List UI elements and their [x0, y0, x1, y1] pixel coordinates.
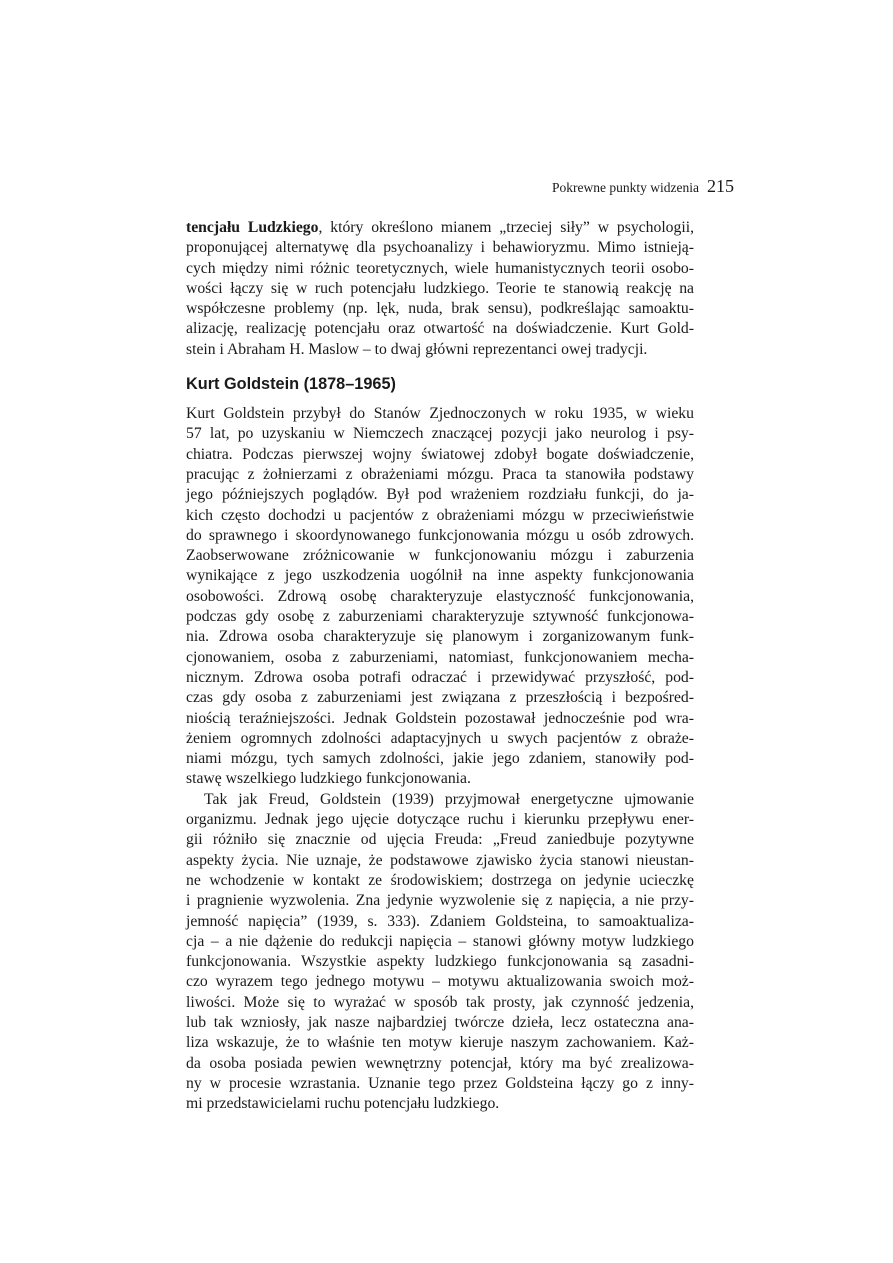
text-line: współczesne problemy (np. lęk, nuda, brak sensu), podkreślając samoaktu-: [186, 300, 694, 318]
text-line: Zaobserwowane zróżnicowanie w funkcjonowaniu mózgu i zaburzenia: [186, 547, 694, 565]
text-line: czo wyrazem tego jednego motywu – motywu aktualizowania swoich moż-: [186, 973, 694, 991]
text-line: [186, 218, 694, 238]
text-line: chiatra. Podczas pierwszej wojny światowej zdobył bogate doświadczenie,: [186, 445, 694, 463]
text-line: jemność napięcia” (1939, s. 333). Zdaniem Goldsteina, to samoaktualiza-: [186, 912, 694, 930]
running-head: [186, 176, 734, 197]
text-line: proponującej alternatywę dla psychoanalizy i behawioryzmu. Mimo istnieją-: [186, 239, 694, 257]
paragraph: [186, 404, 694, 790]
text-line: do sprawnego i skoordynowanego funkcjonowania mózgu u osób zdrowych.: [186, 526, 694, 544]
text-line: alizację, realizację potencjału oraz otwartość na doświadczenie. Kurt Gold-: [186, 320, 694, 338]
text-line: 57 lat, po uzyskaniu w Niemczech znaczącej pozycji jako neurolog i psy-: [186, 425, 694, 443]
intro-paragraph: [186, 218, 694, 360]
text-line: wości łączy się w ruch potencjału ludzkiego. Teorie te stanowią reakcję na: [186, 279, 694, 297]
bold-term: tencjału Ludzkiego: [186, 219, 319, 236]
text-fragment: , który określono mianem „trzeciej siły” w psychologii,: [318, 219, 694, 236]
text-line: czas gdy osoba z zaburzeniami jest związana z przeszłością i bezpośred-: [186, 689, 694, 707]
text-line: gii różniło się znacznie od ujęcia Freuda: „Freud zaniedbuje pozytywne: [186, 831, 694, 849]
text-line: Kurt Goldstein przybył do Stanów Zjednoczonych w roku 1935, w wieku: [186, 405, 694, 423]
text-line: nicznym. Zdrowa osoba potrafi odraczać i przewidywać przyszłość, pod-: [186, 668, 694, 686]
text-line: stawę wszelkiego ludzkiego funkcjonowania.: [186, 770, 471, 788]
text-line: i pragnienie wyzwolenia. Zna jedynie wyzwolenie się z napięcia, a nie przy-: [186, 892, 694, 910]
text-line: aspekty życia. Nie uznaje, że podstawowe zjawisko życia stanowi nieustan-: [186, 851, 694, 869]
text-line: da osoba posiada pewien wewnętrzny potencjał, który ma być zrealizowa-: [186, 1054, 694, 1072]
text-line: funkcjonowania. Wszystkie aspekty ludzkiego funkcjonowania są zasadni-: [186, 953, 694, 971]
text-line: kich często dochodzi u pacjentów z obrażeniami mózgu w przeciwieństwie: [186, 506, 694, 524]
text-line: podczas gdy osobę z zaburzeniami charakteryzuje sztywność funkcjonowa-: [186, 608, 694, 626]
text-line: osobowości. Zdrową osobę charakteryzuje elastyczność funkcjonowania,: [186, 587, 694, 605]
text-line: ne wchodzenie w kontakt ze środowiskiem; dostrzega on jedynie ucieczkę: [186, 871, 694, 889]
text-line: liwości. Może się to wyrażać w sposób tak prosty, jak czynność jedzenia,: [186, 993, 694, 1011]
text-line: pracując z żołnierzami z obrażeniami mózgu. Praca ta stanowiła podstawy: [186, 465, 694, 483]
text-line: mi przedstawicielami ruchu potencjału ludzkiego.: [186, 1095, 500, 1113]
text-line: liza wskazuje, że to właśnie ten motyw kieruje naszym zachowaniem. Każ-: [186, 1034, 694, 1052]
text-line: ny w procesie wzrastania. Uznanie tego przez Goldsteina łączy go z inny-: [186, 1074, 694, 1092]
text-line: stein i Abraham H. Maslow – to dwaj główni reprezentanci owej tradycji.: [186, 340, 648, 358]
text-line: lub tak wzniosły, jak nasze najbardziej twórcze dzieła, lecz ostateczna ana-: [186, 1013, 694, 1031]
text-line: nia. Zdrowa osoba charakteryzuje się planowym i zorganizowanym funk-: [186, 628, 694, 646]
section-heading: Kurt Goldstein (1878–1965): [186, 375, 396, 394]
text-line: żeniem ogromnych zdolności adaptacyjnych u swych pacjentów z obraże-: [186, 729, 694, 747]
text-line: organizmu. Jednak jego ujęcie dotyczące ruchu i kierunku przepływu ener-: [186, 811, 694, 829]
text-line: Tak jak Freud, Goldstein (1939) przyjmował energetyczne ujmowanie: [204, 790, 694, 808]
body-text: [186, 218, 694, 1114]
running-head-title: Pokrewne punkty widzenia: [552, 180, 699, 195]
text-line: cjonowaniem, osoba z zaburzeniami, natomiast, funkcjonowaniem mecha-: [186, 648, 694, 666]
text-line: jego późniejszych poglądów. Był pod wrażeniem rozdziału funkcji, do ja-: [186, 486, 694, 504]
text-line: niami mózgu, tych samych zdolności, jakie jego zdaniem, stanowiły pod-: [186, 750, 694, 768]
paragraph: [186, 790, 694, 1115]
text-line: cych między nimi różnic teoretycznych, wiele humanistycznych teorii osobo-: [186, 259, 694, 277]
text-line: wynikające z jego uszkodzenia uogólnił na inne aspekty funkcjonowania: [186, 567, 694, 585]
text-line: cja – a nie dążenie do redukcji napięcia – stanowi główny motyw ludzkiego: [186, 932, 694, 950]
text-line: niością teraźniejszości. Jednak Goldstein pozostawał jednocześnie pod wra-: [186, 709, 694, 727]
page-number: 215: [707, 176, 734, 196]
